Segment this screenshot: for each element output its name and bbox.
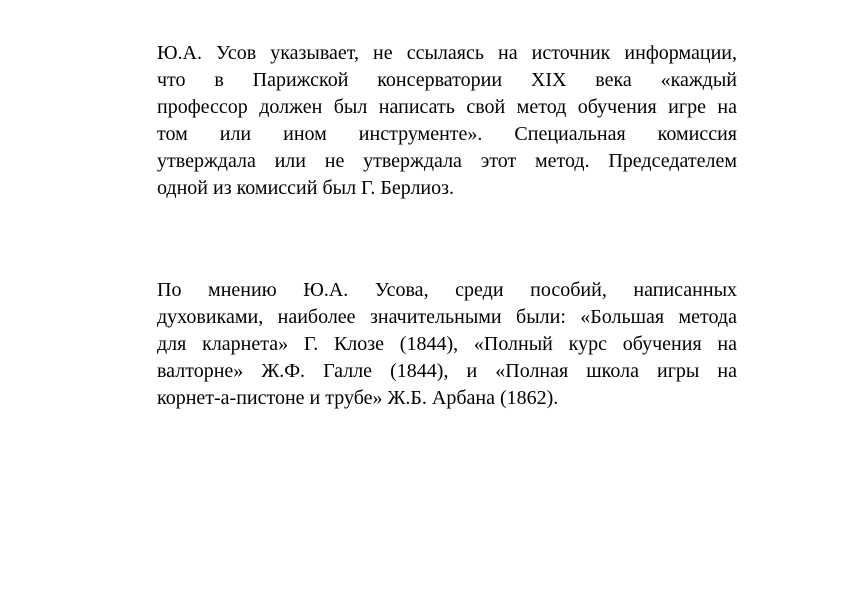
text-line: По мнению Ю.А. Усова, среди пособий, написанных: [157, 279, 737, 301]
text-line: утверждала или не утверждала этот метод. Председателем: [157, 150, 737, 172]
paragraph-usov-conservatory: [157, 40, 737, 202]
text-line: одной из комиссий был Г. Берлиоз.: [157, 177, 455, 199]
text-line: том или ином инструменте». Специальная комиссия: [157, 123, 737, 145]
text-line: валторне» Ж.Ф. Галле (1844), и «Полная школа игры на: [157, 360, 737, 382]
text-line: для кларнета» Г. Клозе (1844), «Полный курс обучения на: [157, 333, 737, 355]
text-line: духовиками, наиболее значительными были: «Большая метода: [157, 306, 737, 328]
text-line: Ю.А. Усов указывает, не ссылаясь на источник информации,: [157, 42, 737, 64]
text-line: корнет-а-пистоне и трубе» Ж.Б. Арбана (1862).: [157, 387, 559, 409]
text-line: профессор должен был написать свой метод обучения игре на: [157, 96, 737, 118]
text-line: что в Парижской консерватории XIX века «каждый: [157, 69, 737, 91]
paragraph-usov-manuals: [157, 277, 737, 412]
